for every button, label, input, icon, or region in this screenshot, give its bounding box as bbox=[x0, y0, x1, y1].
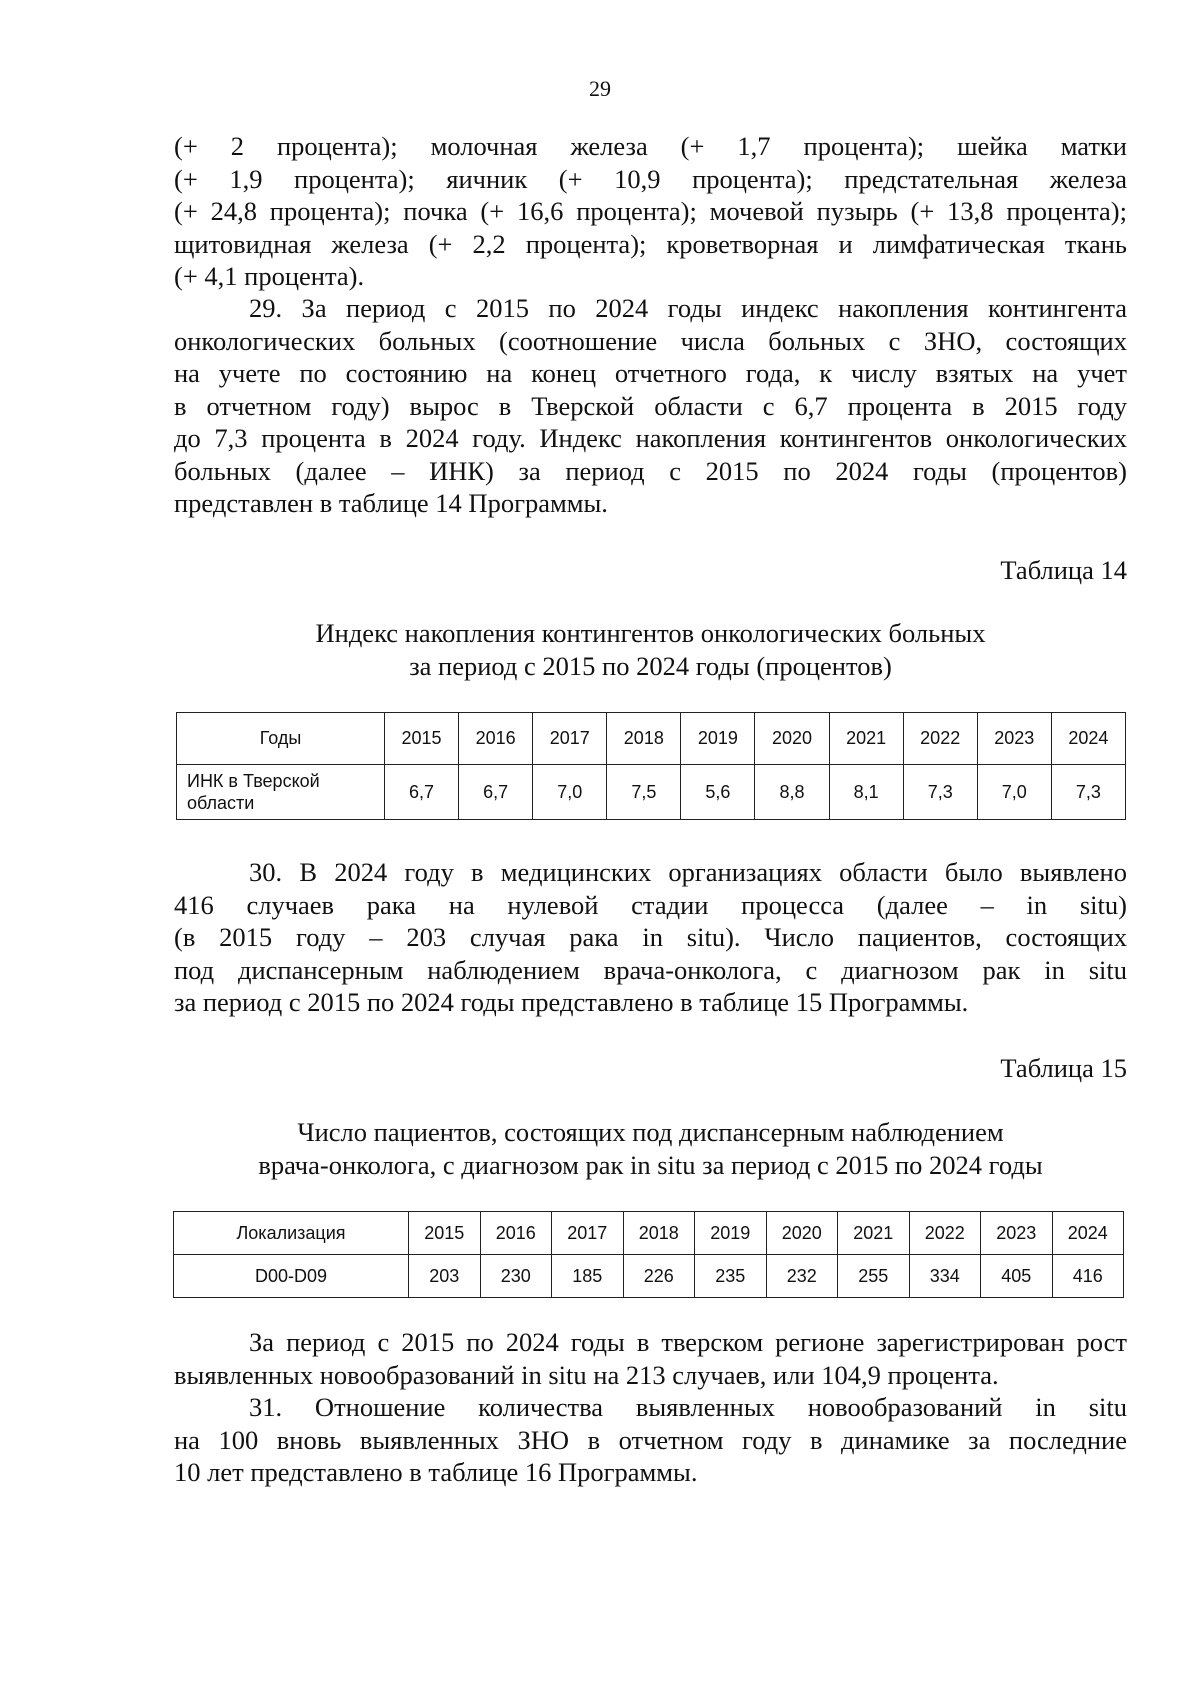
value-cell: 235 bbox=[695, 1255, 767, 1298]
text-line: больных (далее – ИНК) за период с 2015 по 2024 годы (процентов) bbox=[174, 455, 1127, 486]
text-line: 29. За период с 2015 по 2024 годы индекс накопления контингента bbox=[249, 293, 1127, 323]
value-cell: 416 bbox=[1052, 1255, 1124, 1298]
caption-line: Число пациентов, состоящих под диспансерным наблюдением bbox=[297, 1117, 1004, 1147]
table-header-row bbox=[177, 713, 1126, 765]
year-cell: 2023 bbox=[977, 713, 1051, 765]
year-cell: 2024 bbox=[1052, 1212, 1124, 1255]
text-line: (+ 2 процента); молочная железа (+ 1,7 процента); шейка матки bbox=[174, 131, 1127, 161]
text-line: щитовидная железа (+ 2,2 процента); кроветворная и лимфатическая ткань bbox=[174, 228, 1127, 259]
value-cell: 230 bbox=[480, 1255, 552, 1298]
text-line: до 7,3 процента в 2024 году. Индекс накопления контингентов онкологических bbox=[174, 423, 1127, 453]
year-cell: 2016 bbox=[480, 1212, 552, 1255]
text-line: (в 2015 году – 203 случая рака in situ). Число пациентов, состоящих bbox=[174, 922, 1127, 952]
text-line: (+ 1,9 процента); яичник (+ 10,9 процента); предстательная железа bbox=[174, 163, 1127, 194]
text-line: на 100 вновь выявленных ЗНО в отчетном году в динамике за последние bbox=[174, 1424, 1127, 1455]
caption-line: Индекс накопления контингентов онкологических больных bbox=[315, 618, 986, 648]
text-line: под диспансерным наблюдением врача-онколога, с диагнозом рак in situ bbox=[174, 954, 1127, 985]
text-line: представлен в таблице 14 Программы. bbox=[174, 488, 608, 518]
text-line: онкологических больных (соотношение числа больных с ЗНО, состоящих bbox=[174, 325, 1127, 356]
text-line: За период с 2015 по 2024 годы в тверском регионе зарегистрирован рост bbox=[249, 1327, 1127, 1357]
value-cell: 203 bbox=[409, 1255, 481, 1298]
year-cell: 2020 bbox=[766, 1212, 838, 1255]
year-cell: 2024 bbox=[1051, 713, 1125, 765]
caption-line: врача-онколога, с диагнозом рак in situ за период с 2015 по 2024 годы bbox=[258, 1149, 1043, 1180]
year-cell: 2019 bbox=[681, 713, 755, 765]
value-cell: 7,0 bbox=[533, 765, 607, 820]
value-cell: 255 bbox=[838, 1255, 910, 1298]
year-cell: 2023 bbox=[981, 1212, 1053, 1255]
year-cell: 2015 bbox=[409, 1212, 481, 1255]
table-14-caption bbox=[174, 617, 1127, 682]
year-cell: 2020 bbox=[755, 713, 829, 765]
header-cell-localization: Локализация bbox=[174, 1212, 409, 1255]
value-cell: 6,7 bbox=[459, 765, 533, 820]
table-15-label: Таблица 15 bbox=[1000, 1053, 1127, 1083]
row-label-cell: D00-D09 bbox=[174, 1255, 409, 1298]
value-cell: 7,3 bbox=[1051, 765, 1125, 820]
row-label-cell: ИНК в Тверской области bbox=[177, 765, 385, 820]
text-line: выявленных новообразований in situ на 213 случаев, или 104,9 процента. bbox=[174, 1359, 999, 1390]
year-cell: 2017 bbox=[533, 713, 607, 765]
year-cell: 2017 bbox=[552, 1212, 624, 1255]
value-cell: 232 bbox=[766, 1255, 838, 1298]
year-cell: 2021 bbox=[829, 713, 903, 765]
paragraph-29 bbox=[174, 292, 1127, 520]
value-cell: 7,3 bbox=[903, 765, 977, 820]
value-cell: 8,1 bbox=[829, 765, 903, 820]
table-15 bbox=[173, 1211, 1124, 1298]
year-cell: 2016 bbox=[459, 713, 533, 765]
value-cell: 334 bbox=[909, 1255, 981, 1298]
year-cell: 2015 bbox=[385, 713, 459, 765]
text-line: 31. Отношение количества выявленных новообразований in situ bbox=[249, 1392, 1127, 1422]
year-cell: 2021 bbox=[838, 1212, 910, 1255]
header-cell-years: Годы bbox=[177, 713, 385, 765]
text-line: в отчетном году) вырос в Тверской области с 6,7 процента в 2015 году bbox=[174, 390, 1127, 421]
text-line: 30. В 2024 году в медицинских организациях области было выявлено bbox=[249, 857, 1127, 887]
text-line: (+ 24,8 процента); почка (+ 16,6 процента); мочевой пузырь (+ 13,8 процента); bbox=[174, 196, 1127, 226]
caption-line: за период с 2015 по 2024 годы (процентов) bbox=[409, 650, 892, 681]
intro-paragraph bbox=[174, 130, 1127, 293]
year-cell: 2022 bbox=[909, 1212, 981, 1255]
text-line: за период с 2015 по 2024 годы представлено в таблице 15 Программы. bbox=[174, 987, 969, 1017]
year-cell: 2018 bbox=[623, 1212, 695, 1255]
year-cell: 2018 bbox=[607, 713, 681, 765]
value-cell: 7,0 bbox=[977, 765, 1051, 820]
paragraph-after-table-15 bbox=[174, 1326, 1127, 1391]
value-cell: 7,5 bbox=[607, 765, 681, 820]
text-line: (+ 4,1 процента). bbox=[174, 261, 365, 291]
value-cell: 8,8 bbox=[755, 765, 829, 820]
text-line: на учете по состоянию на конец отчетного года, к числу взятых на учет bbox=[174, 358, 1127, 388]
table-row bbox=[177, 765, 1126, 820]
value-cell: 185 bbox=[552, 1255, 624, 1298]
value-cell: 5,6 bbox=[681, 765, 755, 820]
text-line: 10 лет представлено в таблице 16 Программы. bbox=[174, 1457, 698, 1487]
table-header-row bbox=[174, 1212, 1124, 1255]
value-cell: 226 bbox=[623, 1255, 695, 1298]
paragraph-31 bbox=[174, 1391, 1127, 1489]
table-14 bbox=[176, 712, 1126, 820]
value-cell: 405 bbox=[981, 1255, 1053, 1298]
table-row bbox=[174, 1255, 1124, 1298]
text-line: 416 случаев рака на нулевой стадии процесса (далее – in situ) bbox=[174, 889, 1127, 920]
year-cell: 2019 bbox=[695, 1212, 767, 1255]
table-14-label: Таблица 14 bbox=[1000, 555, 1127, 585]
paragraph-30 bbox=[174, 856, 1127, 1019]
table-15-caption bbox=[174, 1116, 1127, 1181]
year-cell: 2022 bbox=[903, 713, 977, 765]
page-number: 29 bbox=[589, 76, 611, 101]
value-cell: 6,7 bbox=[385, 765, 459, 820]
